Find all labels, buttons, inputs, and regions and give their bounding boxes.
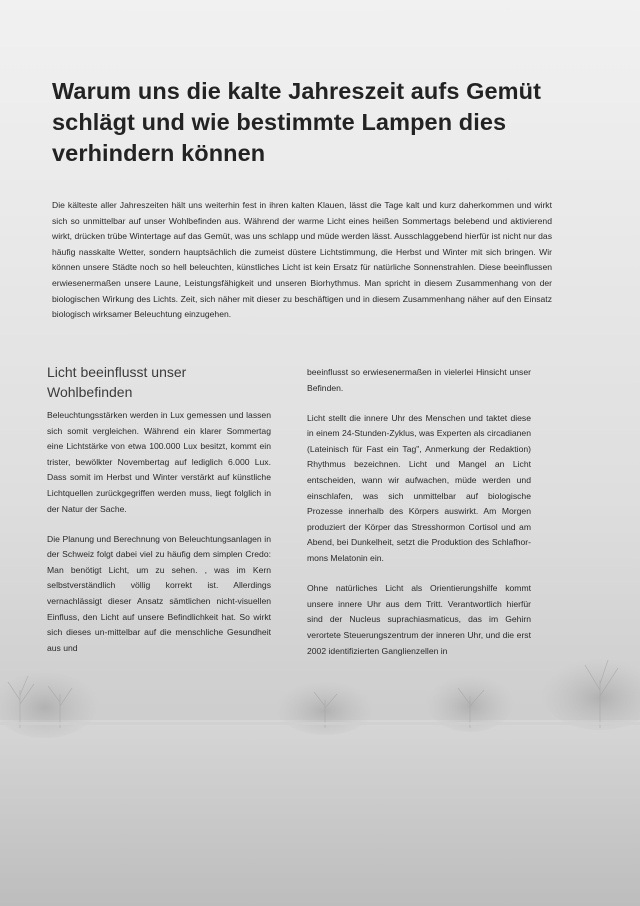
body-paragraph: Ohne natürliches Licht als Orientierungshilfe kommt unsere innere Uhr aus dem Tritt. Verantwortlich hierfür sind der Nucleus suprachiasmaticus, das im Gehirn verortete Steuerungszentrum der inneren Uhr, und die erst 2002 identifizierten Ganglienzellen in (307, 583, 531, 656)
article-title: Warum uns die kalte Jahreszeit aufs Gemüt schlägt und wie bestimmte Lampen dies verhindern können (52, 78, 542, 166)
body-paragraph: beeinflusst so erwiesenermaßen in vielerlei Hinsicht unser Befinden. (307, 367, 531, 393)
article-intro: Die kälteste aller Jahreszeiten hält uns weiterhin fest in ihren kalten Klauen, lässt die Tage kalt und kurz daherkommen und wirkt sich so unmittelbar auf unser Wohlbefinden aus. Während der warme Licht eines heißen Sommertags belebend und aktivierend wirkt, drücken trübe Wintertage auf das Gemüt, was uns schlapp und müde werden lässt. Ausschlaggebend hierfür ist nicht nur das häufig nasskalte Wetter, sondern hauptsächlich die zumeist düstere Lichtstimmung, die Herbst und Winter mit sich bringen. Wir können unsere Städte noch so hell beleuchten, künstliches Licht ist kein Ersatz für natürliche Sonnenstrahlen. Diese beeinflussen erwiesenermaßen unsere Laune, Leistungsfähigkeit und unseren Biorhythmus. Man spricht in diesem Zusammenhang von der biologischen Wirkung des Lichts. Zeit, sich näher mit dieser zu beschäftigen und in diesem Zusammenhang näher auf den Einsatz biologisch wirksamer Beleuchtung einzugehen. (52, 200, 552, 320)
section-subheading: Licht beeinflusst unser Wohlbefinden (47, 364, 187, 400)
right-column (307, 362, 531, 674)
left-column (47, 362, 271, 671)
body-paragraph: Die Planung und Berechnung von Beleuchtungsanlagen in der Schweiz folgt dabei viel zu häufig dem simplen Credo: Man benötigt Licht, um zu sehen. , was im Kern selbstverständlich völlig korrekt ist. Allerdings vernachlässigt dieser Ansatz sämtlichen nicht-visuellen Einfluss, den Licht auf unsere Befindlichkeit hat. So wirkt sich dieses un-mittelbar auf die menschliche Gesundheit aus und (47, 533, 271, 653)
body-paragraph: Beleuchtungsstärken werden in Lux gemessen und lassen sich somit vergleichen. Während ein klarer Sommertag eine Lichtstärke von etwa 100.000 Lux besitzt, kommt ein trister, bewölkter Novembertag auf lediglich 6.000 Lux. Dass somit im Herbst und Winter verstärkt auf künstliche Lichtquellen zurückgegriffen werden muss, liegt folglich in der Natur der Sache. (47, 410, 271, 514)
body-paragraph: Licht stellt die innere Uhr des Menschen und taktet diese in einem 24-Stunden-Zyklus, was Experten als circadianen (Lateinisch für Fast ein Tag", Anmerkung der Redaktion) Rhythmus bezeichnen. Licht und Mangel an Licht entscheiden, wann wir aufwachen, müde werden und einschlafen, was sich unmittelbar auf biologische Prozesse innerhalb des Körpers auswirkt. Am Morgen produziert der Körper das Stresshormon Cortisol und am Abend, bei Dunkelheit, setzt die Produktion des Schlafhormons Melatonin ein. (307, 412, 531, 564)
